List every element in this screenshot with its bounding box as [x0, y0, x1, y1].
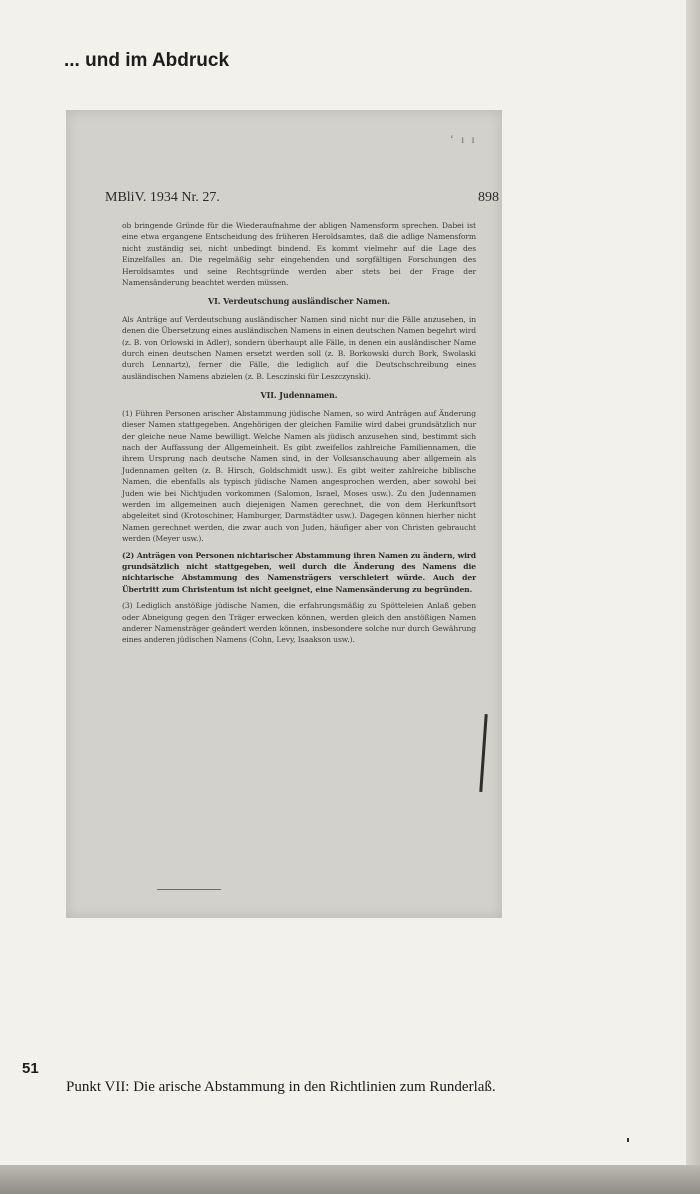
section-vi-title: VI. Verdeutschung ausländischer Namen.: [207, 296, 390, 307]
document-header: [105, 190, 499, 206]
stray-mark: [627, 1138, 629, 1142]
page-heading: ... und im Abdruck: [64, 50, 230, 71]
margin-ticks: ʻ ı ı: [450, 132, 477, 146]
section-vi-text: Als Anträge auf Verdeutschung ausländischer Namen sind nicht nur die Fälle anzusehen, in denen die Übersetzung eines ausländischen Namens in einen deutschen Namen begehrt wird (z. B. von Orlowski in Adler), sondern überhaupt alle Fälle, in denen ein ausländischer Name durch einen deutschen Namen ersetzt werden soll (z. B. Borkowski durch Bork, Swolaski durch Lennartz), ferner die Fälle, die lediglich auf die Deutschschreibung eines ausländischen Namens abzielen (z. B. Lesczinski für Leszczynski).: [122, 314, 476, 381]
document-facsimile: [66, 110, 502, 918]
page-shadow-band: [0, 1165, 700, 1194]
footnote-rule: [157, 889, 221, 890]
section-vii-title: VII. Judennamen.: [260, 390, 338, 401]
page-edge: [686, 0, 700, 1165]
section-vii-paragraph-3: (3) Lediglich anstößige jüdische Namen, die erfahrungsmäßig zu Spötteleien Anlaß geben oder Abneigung gegen den Träger erwecken können, werden gleich den anstößigen Namen anderer Namensträger geändert werden können, insbesondere solche nur durch Gewährung eines anderen jüdischen Namens (Cohn, Levy, Isaakson usw.).: [122, 601, 476, 645]
section-vii-paragraph-1: (1) Führen Personen arischer Abstammung jüdische Namen, so wird Anträgen auf Änderung dieser Namen stattgegeben. Angehörigen der gleichen Familie wird dabei grundsätzlich nur der gleiche neue Name bewilligt. Welche Namen als jüdisch anzusehen sind, bestimmt sich nach der Auffassung der Allgemeinheit. Es gibt zweifellos zahlreiche Familiennamen, die ihrem Ursprung nach deutsche Namen sind, in der Volksanschauung aber allgemein als Judennamen gelten (z. B. Hirsch, Goldschmidt usw.). Es gibt weiter zahlreiche biblische Namen, die ebenfalls als typisch jüdische Namen angesprochen werden, aber sowohl bei Juden wie bei Nichtjuden vorkommen (Salomon, Israel, Moses usw.). Zu den Judennamen werden im allgemeinen auch diejenigen Namen gerechnet, die von dem Herkunftsort abgeleitet sind (Krotoschiner, Hamburger, Darmstädter usw.). Dagegen können hierher nicht Namen gerechnet werden, die zwar auch von Juden, häufiger aber von Christen gebraucht werden (Meyer usw.).: [122, 408, 476, 544]
margin-pen-mark: [479, 714, 487, 792]
document-issue: MBliV. 1934 Nr. 27.: [105, 190, 220, 205]
document-body: [122, 220, 476, 651]
figure-caption: Punkt VII: Die arische Abstammung in den Richtlinien zum Runderlaß.: [66, 1079, 496, 1095]
intro-paragraph: ob bringende Gründe für die Wiederaufnahme der abligen Namensform sprechen. Dabei ist eine etwa ergangene Entscheidung des früheren Heroldsamtes, daß die adlige Namensform nicht zuständig sei, nicht unbedingt bindend. Es kommt vielmehr auf die Lage des Einzelfalles an. Die regelmäßig sehr eingehenden und sorgfältigen Forschungen des Heroldsamtes und seine Rechtsgründe werden aber stets bei der Frage der Namensänderung beachtet werden müssen.: [122, 221, 476, 288]
book-page-number: 51: [22, 1060, 39, 1077]
section-vii-paragraph-2: (2) Anträgen von Personen nichtarischer Abstammung ihren Namen zu ändern, wird grundsätzlich nicht stattgegeben, weil durch die Änderung des Namens die nichtarische Abstammung des Namensträgers verschleiert würde. Auch der Übertritt zum Christentum ist nicht geeignet, eine Namensänderung zu begründen.: [122, 550, 476, 594]
document-page-number: 898: [478, 190, 499, 205]
